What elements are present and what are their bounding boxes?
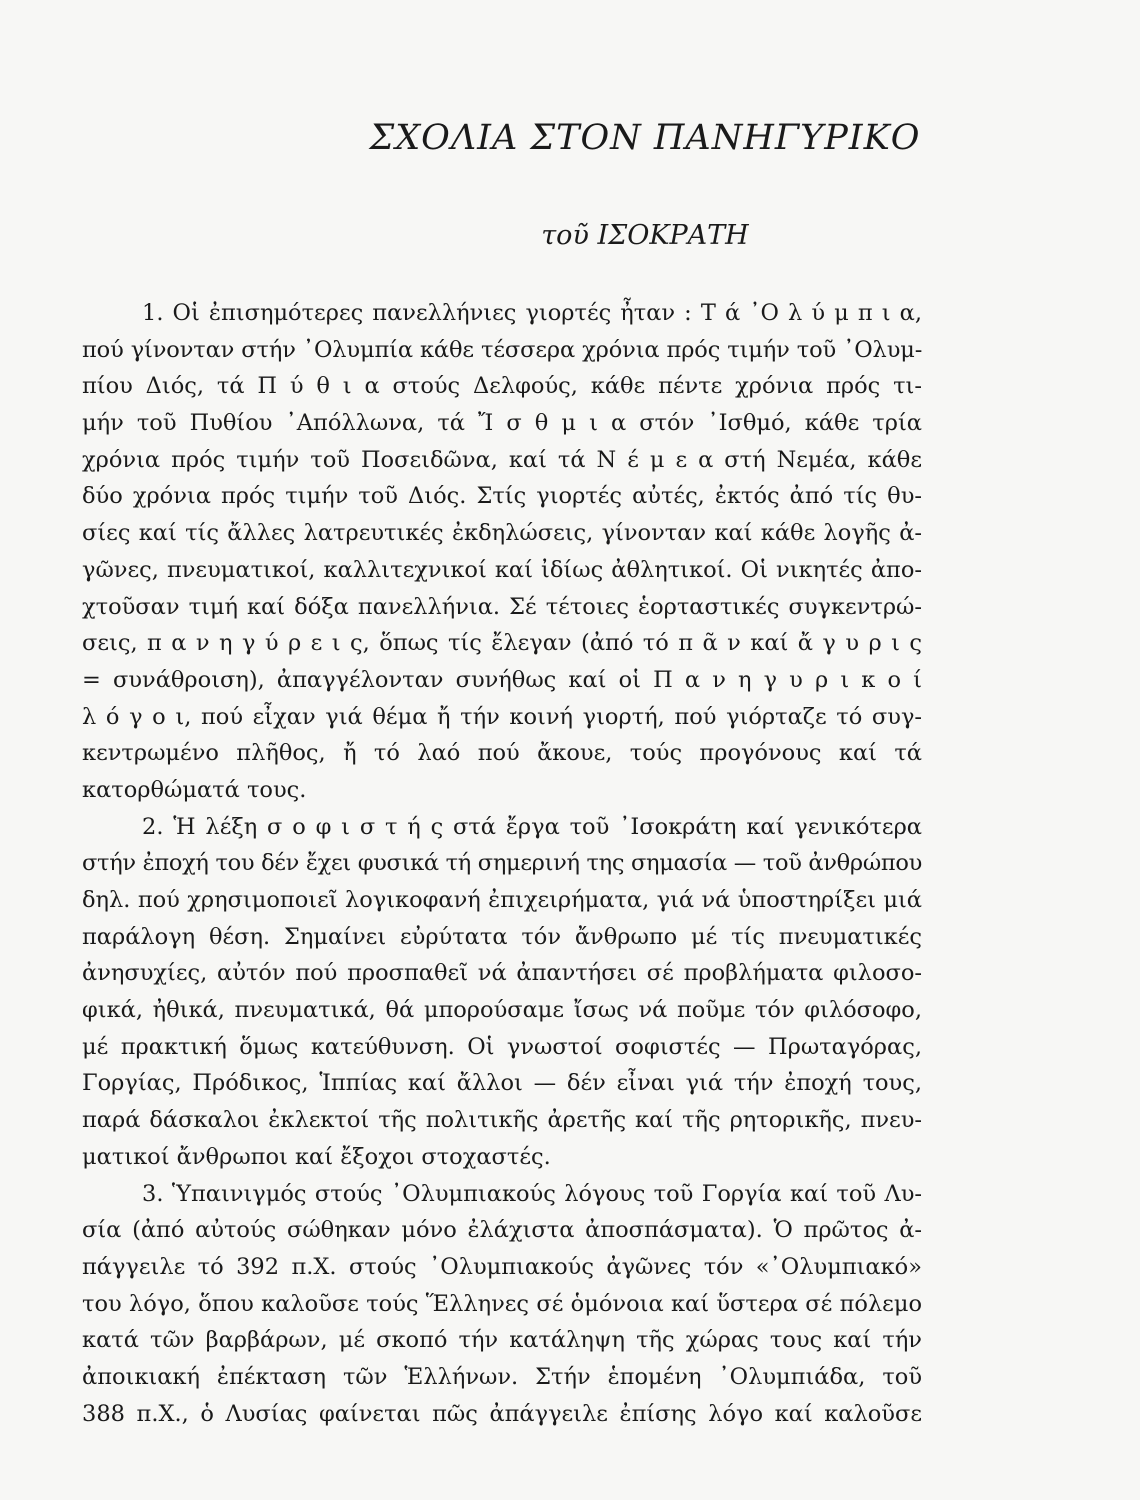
- text-line: 2. Ἡ λέξη σ ο φ ι σ τ ή ς στά ἔργα τοῦ ᾿Ισοκράτη καί γενικότερα: [142, 813, 922, 840]
- text-line: Γοργίας, Πρόδικος, Ἱππίας καί ἄλλοι — δέν εἶναι γιά τήν ἐποχή τους,: [82, 1070, 922, 1097]
- text-line: κατά τῶν βαρβάρων, μέ σκοπό τήν κατάληψη τῆς χώρας τους καί τήν: [82, 1327, 922, 1354]
- text-line: κατορθώματά τους.: [82, 776, 307, 803]
- text-line: πού γίνονταν στήν ᾿Ολυμπία κάθε τέσσερα χρόνια πρός τιμήν τοῦ ᾿Ολυμ-: [82, 336, 923, 363]
- body-text: [82, 295, 922, 1432]
- text-line: γῶνες, πνευματικοί, καλλιτεχνικοί καί ἰδίως ἀθλητικοί. Οἱ νικητές ἀπο-: [82, 556, 922, 583]
- text-line: 388 π.Χ., ὁ Λυσίας φαίνεται πῶς ἀπάγγειλε ἐπίσης λόγο καί καλοῦσε: [82, 1400, 922, 1427]
- text-line: στήν ἐποχή του δέν ἔχει φυσικά τή σημερινή της σημασία — τοῦ ἀνθρώπου: [82, 850, 922, 877]
- text-line: παρά δάσκαλοι ἐκλεκτοί τῆς πολιτικῆς ἀρετῆς καί τῆς ρητορικῆς, πνευ-: [82, 1107, 922, 1134]
- text-line: του λόγο, ὅπου καλοῦσε τούς Ἕλληνες σέ ὁμόνοια καί ὕστερα σέ πόλεμο: [82, 1290, 922, 1317]
- text-line: παράλογη θέση. Σημαίνει εὐρύτατα τόν ἄνθρωπο μέ τίς πνευματικές: [82, 923, 922, 950]
- text-line: χρόνια πρός τιμήν τοῦ Ποσειδῶνα, καί τά Ν έ μ ε α στή Νεμέα, κάθε: [82, 446, 922, 473]
- text-line: μήν τοῦ Πυθίου ᾿Απόλλωνα, τά Ἴ σ θ μ ι α στόν ᾿Ισθμό, κάθε τρία: [82, 410, 922, 437]
- text-line: 1. Οἱ ἐπισημότερες πανελλήνιες γιορτές ἦταν : Τ ά ᾿Ο λ ύ μ π ι α,: [142, 300, 922, 326]
- text-line: χτοῦσαν τιμή καί δόξα πανελλήνια. Σέ τέτοιες ἑορταστικές συγκεντρώ-: [82, 593, 922, 620]
- text-line: λ ό γ ο ι, πού εἶχαν γιά θέμα ἤ τήν κοινή γιορτή, πού γιόρταζε τό συγ-: [82, 703, 922, 730]
- text-line: δύο χρόνια πρός τιμήν τοῦ Διός. Στίς γιορτές αὐτές, ἐκτός ἀπό τίς θυ-: [82, 483, 922, 510]
- text-line: κεντρωμένο πλῆθος, ἤ τό λαό πού ἄκουε, τούς προγόνους καί τά: [82, 740, 922, 767]
- text-line: μέ πρακτική ὅμως κατεύθυνση. Οἱ γνωστοί σοφιστές — Πρωταγόρας,: [82, 1033, 922, 1060]
- text-line: φικά, ἠθικά, πνευματικά, θά μπορούσαμε ἴσως νά ποῦμε τόν φιλόσοφο,: [82, 997, 922, 1024]
- page-subtitle: τοῦ ΙΣΟΚΡΑΤΗ: [541, 220, 749, 251]
- page-title: ΣΧΟΛΙΑ ΣΤΟΝ ΠΑΝΗΓΥΡΙΚΟ: [369, 118, 921, 158]
- text-line: δηλ. πού χρησιμοποιεῖ λογικοφανή ἐπιχειρήματα, γιά νά ὑποστηρίξει μιά: [82, 887, 922, 913]
- text-line: σίες καί τίς ἄλλες λατρευτικές ἐκδηλώσεις, γίνονταν καί κάθε λογῆς ἀ-: [82, 520, 922, 547]
- text-line: 3. Ὑπαινιγμός στούς ᾿Ολυμπιακούς λόγους τοῦ Γοργία καί τοῦ Λυ-: [142, 1180, 922, 1207]
- text-line: σεις, π α ν η γ ύ ρ ε ι ς, ὅπως τίς ἔλεγαν (ἀπό τό π ᾶ ν καί ἄ γ υ ρ ι ς: [82, 630, 922, 657]
- text-line: ματικοί ἄνθρωποι καί ἔξοχοι στοχαστές.: [82, 1143, 551, 1170]
- text-line: σία (ἀπό αὐτούς σώθηκαν μόνο ἐλάχιστα ἀποσπάσματα). Ὁ πρῶτος ἀ-: [82, 1217, 922, 1244]
- text-line: πάγγειλε τό 392 π.Χ. στούς ᾿Ολυμπιακούς ἀγῶνες τόν «᾿Ολυμπιακό»: [82, 1253, 922, 1280]
- text-line: ἀνησυχίες, αὐτόν πού προσπαθεῖ νά ἀπαντήσει σέ προβλήματα φιλοσο-: [82, 960, 922, 987]
- text-line: πίου Διός, τά Π ύ θ ι α στούς Δελφούς, κάθε πέντε χρόνια πρός τι-: [82, 373, 922, 400]
- text-line: ἀποικιακή ἐπέκταση τῶν Ἑλλήνων. Στήν ἑπομένη ᾿Ολυμπιάδα, τοῦ: [82, 1363, 922, 1390]
- text-line: = συνάθροιση), ἀπαγγέλονταν συνήθως καί οἱ Π α ν η γ υ ρ ι κ ο ί: [82, 666, 922, 693]
